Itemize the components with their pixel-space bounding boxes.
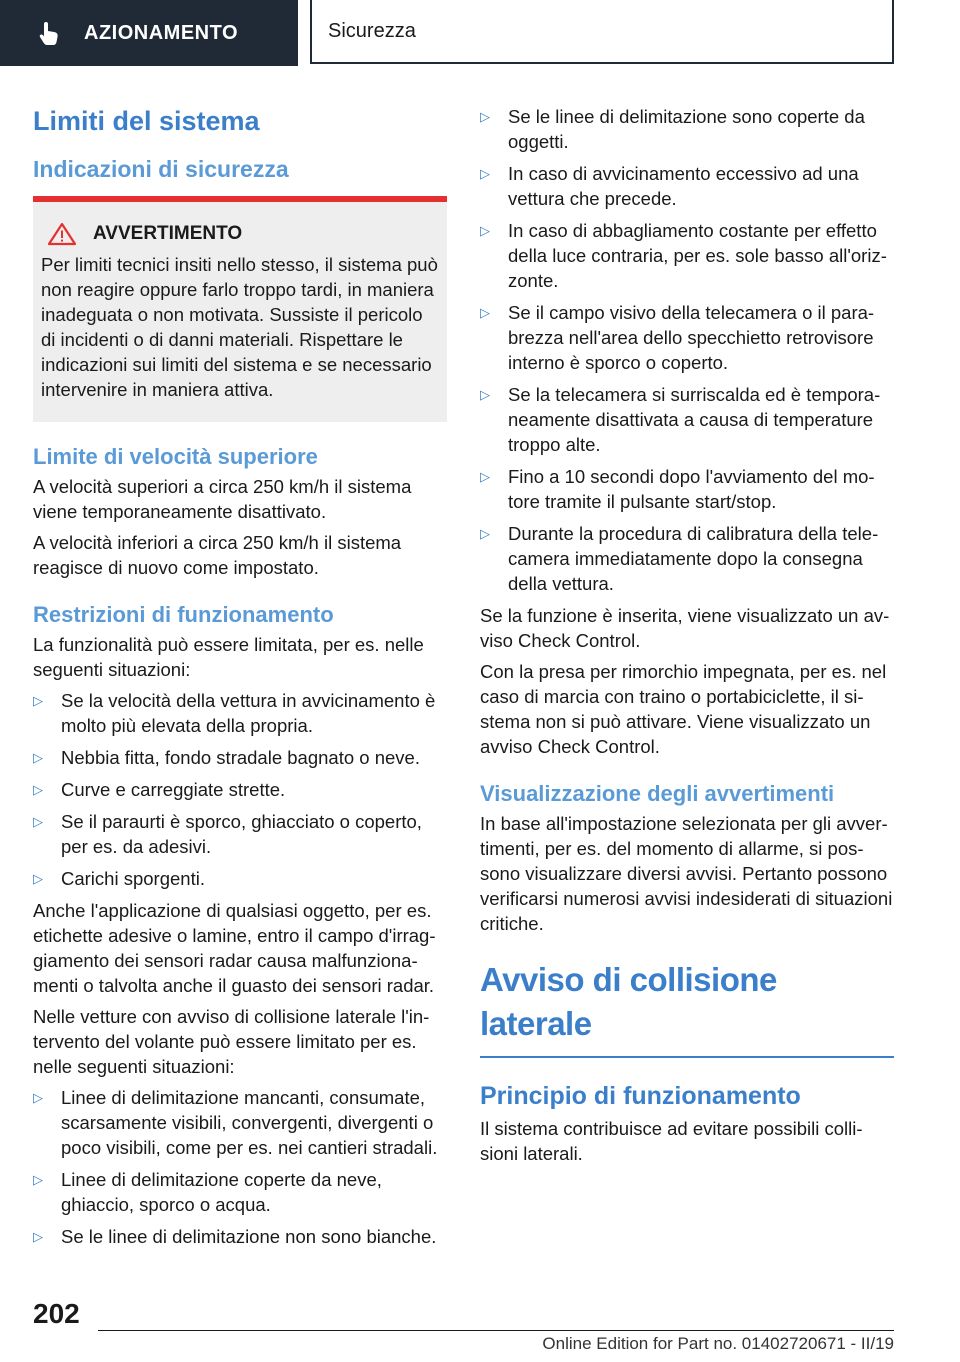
warning-triangle-icon bbox=[47, 222, 77, 246]
steering-list bbox=[33, 1085, 447, 1249]
triangle-bullet-icon: ▷ bbox=[480, 526, 490, 541]
list-item: ▷ Linee di delimitazione coperte da neve, ghiaccio, sporco o acqua. bbox=[33, 1169, 382, 1215]
list-item: ▷ Se la velocità della vettura in avvicinamento è molto più elevata della propria. bbox=[33, 690, 436, 736]
triangle-bullet-icon: ▷ bbox=[33, 1172, 43, 1187]
heading-warning-display: Visualizzazione degli avvertimenti bbox=[480, 781, 835, 806]
paragraph: Anche l'applicazione di qualsiasi oggetto, per es. etichette adesive o lamine, entro il campo d'irraggiamento dei sensori radar causa malfunzionamenti o talvolta anche il guasto dei sensori radar. bbox=[33, 900, 436, 996]
warning-box bbox=[33, 196, 447, 422]
list-item: ▷ Se il paraurti è sporco, ghiacciato o coperto, per es. da adesivi. bbox=[33, 811, 422, 857]
heading-speed-limit: Limite di velocità superiore bbox=[33, 444, 318, 469]
paragraph: Se la funzione è inserita, viene visualizzato un avviso Check Control. bbox=[480, 605, 890, 651]
right-column bbox=[480, 104, 894, 1172]
triangle-bullet-icon: ▷ bbox=[33, 1090, 43, 1105]
triangle-bullet-icon: ▷ bbox=[33, 693, 43, 708]
warning-title-text: AVVERTIMENTO bbox=[93, 223, 243, 244]
list-item: ▷ In caso di avvicinamento eccessivo ad una vettura che precede. bbox=[480, 163, 859, 209]
triangle-bullet-icon: ▷ bbox=[480, 109, 490, 124]
list-item: ▷ Se le linee di delimitazione non sono bianche. bbox=[33, 1226, 437, 1247]
heading-restrictions: Restrizioni di funzionamento bbox=[33, 602, 334, 627]
triangle-bullet-icon: ▷ bbox=[480, 223, 490, 238]
restriction-list-continued bbox=[480, 104, 894, 596]
warning-text: Per limiti tecnici insiti nello stesso, il sistema può non reagire oppure farlo troppo tardi, in maniera inadeguata o non motivata. Sussiste il pericolo di incidenti o di danni materiali. Rispettare le indicazioni sui limiti del sistema e se necessario intervenire in maniera attiva. bbox=[41, 254, 438, 400]
list-item: ▷ Se la telecamera si surriscalda ed è temporaneamente disattivata a causa di temperature troppo alte. bbox=[480, 384, 881, 455]
warning-title bbox=[41, 222, 439, 246]
list-item: ▷ Curve e carreggiate strette. bbox=[33, 779, 286, 800]
hand-pointer-icon bbox=[38, 20, 64, 46]
heading-safety-notes: Indicazioni di sicurezza bbox=[33, 156, 289, 182]
paragraph: Con la presa per rimorchio impegnata, per es. nel caso di marcia con traino o portabiciclette, il sistema non si può attivare. Viene visualizzato un avviso Check Control. bbox=[480, 661, 887, 757]
triangle-bullet-icon: ▷ bbox=[480, 166, 490, 181]
section-label: AZIONAMENTO bbox=[84, 21, 239, 44]
paragraph: A velocità superiori a circa 250 km/h il sistema viene temporaneamente disattivato. bbox=[33, 476, 412, 522]
left-column bbox=[33, 96, 447, 1256]
page-section-title: Sicurezza bbox=[310, 0, 894, 64]
triangle-bullet-icon: ▷ bbox=[33, 1229, 43, 1244]
list-item: ▷ Se le linee di delimitazione sono coperte da oggetti. bbox=[480, 106, 865, 152]
triangle-bullet-icon: ▷ bbox=[480, 387, 490, 402]
triangle-bullet-icon: ▷ bbox=[480, 305, 490, 320]
footer-divider bbox=[98, 1330, 894, 1331]
section-title-side-collision: Avviso di collisione laterale bbox=[480, 958, 894, 1058]
paragraph: La funzionalità può essere limitata, per es. nelle seguenti situazioni: bbox=[33, 634, 424, 680]
list-item: ▷ Nebbia fitta, fondo stradale bagnato o neve. bbox=[33, 747, 420, 768]
triangle-bullet-icon: ▷ bbox=[480, 469, 490, 484]
heading-principle: Principio di funzionamento bbox=[480, 1082, 801, 1110]
page-number: 202 bbox=[33, 1298, 80, 1329]
list-item: ▷ Durante la procedura di calibratura della telecamera immediatamente dopo la consegna della vettura. bbox=[480, 523, 879, 594]
list-item: ▷ Fino a 10 secondi dopo l'avviamento del motore tramite il pulsante start/stop. bbox=[480, 466, 875, 512]
list-item: ▷ Se il campo visivo della telecamera o il parabrezza nell'area dello specchietto retrovisore interno è sporco o coperto. bbox=[480, 302, 875, 373]
section-tab[interactable] bbox=[0, 0, 298, 66]
list-item: ▷ Carichi sporgenti. bbox=[33, 868, 205, 889]
list-item: ▷ Linee di delimitazione mancanti, consumate, scarsamente visibili, convergenti, divergenti o poco visibili, come per es. nei cantieri stradali. bbox=[33, 1087, 438, 1158]
triangle-bullet-icon: ▷ bbox=[33, 782, 43, 797]
paragraph: In base all'impostazione selezionata per gli avvertimenti, per es. del momento di allarme, si possono visualizzare diversi avvisi. Pertanto possono verificarsi numerosi avvisi indesiderati di situazioni critiche. bbox=[480, 813, 893, 934]
page-header bbox=[0, 0, 960, 66]
list-item: ▷ In caso di abbagliamento costante per effetto della luce contraria, per es. sole basso all'orizzonte. bbox=[480, 220, 887, 291]
triangle-bullet-icon: ▷ bbox=[33, 750, 43, 765]
paragraph: A velocità inferiori a circa 250 km/h il sistema reagisce di nuovo come impostato. bbox=[33, 532, 402, 578]
triangle-bullet-icon: ▷ bbox=[33, 814, 43, 829]
paragraph: Il sistema contribuisce ad evitare possibili collisioni laterali. bbox=[480, 1118, 863, 1164]
footer-edition: Online Edition for Part no. 01402720671 - II/19 bbox=[542, 1334, 894, 1353]
heading-system-limits: Limiti del sistema bbox=[33, 106, 260, 136]
triangle-bullet-icon: ▷ bbox=[33, 871, 43, 886]
restriction-list bbox=[33, 688, 447, 891]
paragraph: Nelle vetture con avviso di collisione laterale l'intervento del volante può essere limitato per es. nelle seguenti situazioni: bbox=[33, 1006, 430, 1077]
